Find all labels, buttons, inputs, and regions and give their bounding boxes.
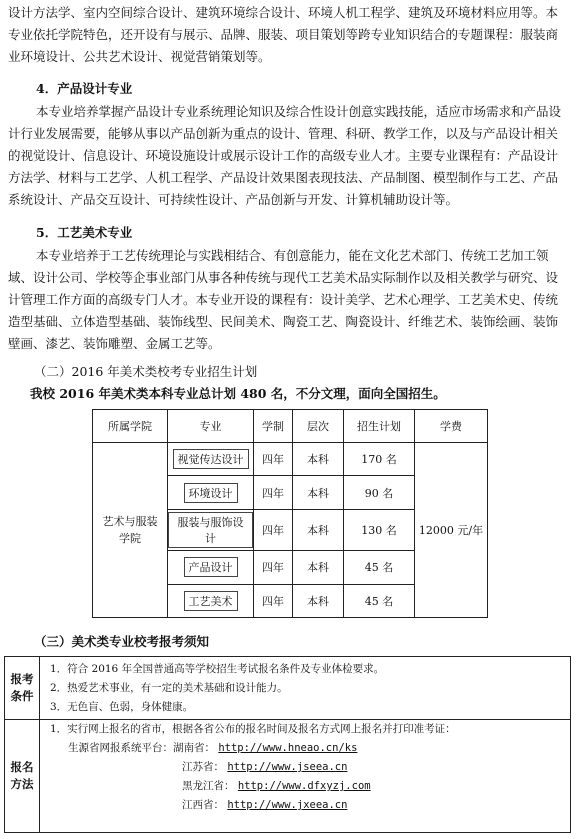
province-name: 江西省： (182, 799, 224, 811)
header-level: 层次 (293, 410, 344, 443)
level-cell: 本科 (293, 551, 344, 584)
header-duration: 学制 (254, 410, 293, 443)
college-label: 艺术与服装学院 (102, 515, 158, 545)
major-cell: 工艺美术 (168, 584, 254, 617)
province-line (50, 796, 570, 815)
province-name: 江苏省： (182, 761, 224, 773)
duration-cell: 四年 (254, 476, 293, 509)
header-college: 所属学院 (93, 410, 168, 443)
source-label: 生源省网报系统平台： (68, 742, 173, 754)
quota-cell: 170 名 (344, 443, 415, 476)
conditions-content (40, 657, 571, 720)
quota-cell: 45 名 (344, 584, 415, 617)
major-cell: 视觉传达设计 (168, 443, 254, 476)
quota-cell: 90 名 (344, 476, 415, 509)
tuition-value: 12000 元/年 (418, 524, 484, 537)
major-cell: 环境设计 (168, 476, 254, 509)
province-line (50, 777, 570, 796)
condition-item: 2．热爱艺术事业，有一定的美术基础和设计能力。 (50, 681, 288, 694)
major-cell: 服装与服饰设计 (168, 509, 254, 550)
level-cell: 本科 (293, 443, 344, 476)
condition-item: 3．无色盲、色弱，身体健康。 (50, 700, 194, 713)
province-link-jiangsu[interactable]: http://www.jseea.cn (227, 761, 348, 773)
method-intro: 1．实行网上报名的省市，根据各省公布的报名时间及报名方式网上报名并打印准考证： (50, 723, 456, 735)
duration-cell: 四年 (254, 443, 293, 476)
header-tuition: 学费 (415, 410, 488, 443)
college-cell (93, 443, 168, 618)
notice-heading: （三）美术类专业校考报考须知 (34, 634, 210, 649)
plan-summary: 我校 2016 年美术类本科专业总计划 480 名，不分文理，面向全国招生。 (30, 386, 446, 401)
header-quota: 招生计划 (344, 410, 415, 443)
plan-heading: （二）2016 年美术类校考专业招生计划 (34, 364, 258, 379)
level-cell: 本科 (293, 476, 344, 509)
province-name: 黑龙江省： (182, 780, 235, 792)
duration-cell: 四年 (254, 584, 293, 617)
duration-cell: 四年 (254, 551, 293, 584)
table-header-row (93, 410, 488, 443)
province-link-jiangxi[interactable]: http://www.jxeea.cn (227, 799, 348, 811)
section4-title: 4．产品设计专业 (36, 81, 133, 96)
conditions-label: 报考条件 (10, 672, 34, 703)
conditions-label-cell (5, 657, 40, 720)
header-major: 专业 (168, 410, 254, 443)
section5-paragraph: 本专业培养于工艺传统理论与实践相结合、有创意能力，能在文化艺术部门、传统工艺加工领域、设计公司、学校等企事业部门从事各种传统与现代工艺美术品实际制作以及相关教学与研究、设计管理工作方面的高级专门人才。本专业开设的课程有：设计美学、艺术心理学、工艺美术史、传统造型基础、立体造型基础、装饰线型、民间美术、陶瓷工艺、陶瓷设计、纤维艺术、装饰绘画、装饰壁画、漆艺、装饰雕塑、金属工艺等。 (8, 248, 559, 351)
major-cell: 产品设计 (168, 551, 254, 584)
province-name: 湖南省： (173, 742, 215, 754)
section5-title: 5．工艺美术专业 (36, 225, 133, 240)
duration-cell: 四年 (254, 509, 293, 550)
method-content (40, 720, 571, 833)
notice-table (4, 656, 571, 833)
method-label-cell (5, 720, 40, 833)
quota-cell: 130 名 (344, 509, 415, 550)
province-link-hunan[interactable]: http://www.hneao.cn/ks (218, 742, 358, 754)
province-line (50, 739, 570, 758)
method-label: 报名方法 (10, 760, 34, 791)
section4-paragraph: 本专业培养掌握产品设计专业系统理论知识及综合性设计创意实践技能，适应市场需求和产品设计行业发展需要，能够从事以产品创新为重点的设计、管理、科研、教学工作，以及与产品设计相关的视觉设计、信息设计、环境设施设计或展示设计工作的高级专业人才。主要专业课程有：产品设计方法学、材料与工艺学、人机工程学、产品设计效果图表现技法、产品制图、模型制作与工艺、产品系统设计、产品交互设计、可持续性设计、产品创新与开发、计算机辅助设计等。 (8, 104, 562, 207)
method-row (5, 720, 571, 833)
quota-cell: 45 名 (344, 551, 415, 584)
level-cell: 本科 (293, 509, 344, 550)
level-cell: 本科 (293, 584, 344, 617)
condition-item: 1．符合 2016 年全国普通高等学校招生考试报名条件及专业体检要求。 (50, 662, 385, 675)
province-line (50, 758, 570, 777)
table-row (93, 443, 488, 476)
conditions-row (5, 657, 571, 720)
enrollment-plan-table (92, 409, 488, 618)
intro-paragraph: 设计方法学、室内空间综合设计、建筑环境综合设计、环境人机工程学、建筑及环境材料应用等。本专业依托学院特色，还开设有与展示、品牌、服装、项目策划等跨专业知识结合的专题课程：服装商业环境设计、公共艺术设计、视觉营销策划等。 (8, 5, 559, 64)
tuition-cell (415, 443, 488, 618)
province-link-heilongjiang[interactable]: http://www.dfxyzj.com (237, 780, 371, 792)
